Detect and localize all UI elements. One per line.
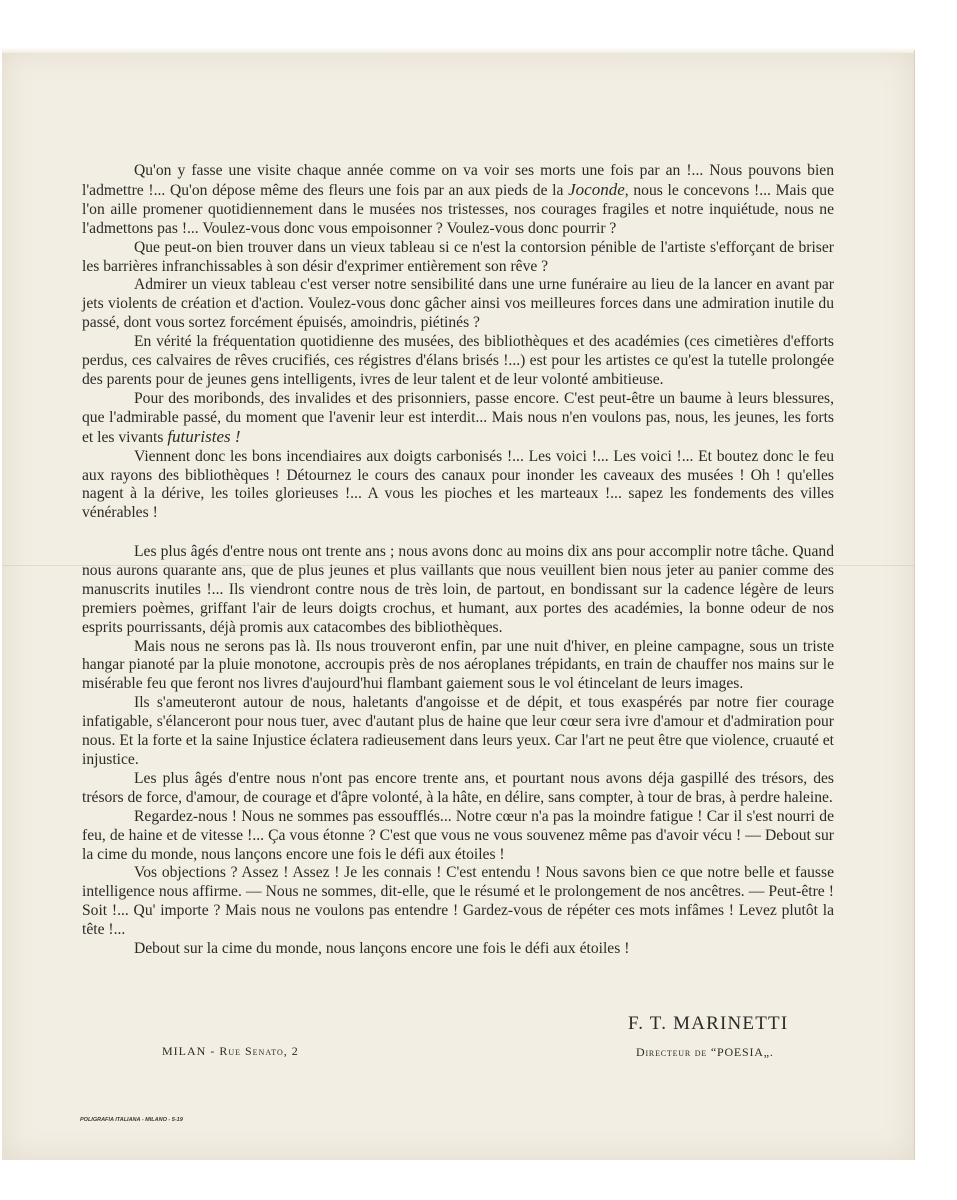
paragraph: Regardez-nous ! Nous ne sommes pas essoufflés... Notre cœur n'a pas la moindre fatigue ! Car il s'est nourri de feu, de haine et de vitesse !... Ça vous étonne ? C'est que vous ne vous souvenez même pas d'avoir vécu ! — Debout sur la cime du monde, nous lançons encore une fois le défi aux étoiles !	[82, 807, 834, 863]
text-section-upper	[82, 162, 834, 523]
paragraph: Que peut-on bien trouver dans un vieux tableau si ce n'est la contorsion pénible de l'artiste s'efforçant de briser les barrières infranchissables à son désir d'exprimer entièrement son rêve ?	[82, 238, 834, 275]
paragraph: Les plus âgés d'entre nous n'ont pas encore trente ans, et pourtant nous avons déja gaspillé des trésors, des trésors de force, d'amour, de courage et d'âpre volonté, à la hâte, en délire, sans compter, à tour de bras, à perdre haleine.	[82, 769, 834, 806]
manifesto-sheet	[2, 50, 915, 1160]
paragraph: Mais nous ne serons pas là. Ils nous trouveront enfin, par une nuit d'hiver, en pleine campagne, sous un triste hangar pianoté par la pluie monotone, accroupis près de nos aéroplanes trépidants, en train de chauffer nos mains sur le misérable feu que feront nos livres d'aujourd'hui flambant gaiement sous le vol étincelant de leurs images.	[82, 637, 834, 693]
paragraph: Viennent donc les bons incendiaires aux doigts carbonisés !... Les voici !... Les voici !... Et boutez donc le feu aux rayons des bibliothèques ! Détournez le cours des canaux pour inonder les caveaux des musées ! Oh ! qu'elles nagent à la dérive, les toiles glorieuses !... A vous les pioches et les marteaux !... sapez les fondements des villes vénérables !	[82, 447, 834, 522]
torn-top-edge	[2, 47, 914, 53]
paragraph: Qu'on y fasse une visite chaque année comme on va voir ses morts une fois par an !... Nous pouvons bien l'admettre !... Qu'on dépose même des fleurs une fois par an aux pieds de la Joconde, nous le concevons !... Mais que l'on aille promener quotidiennement dans le musées nos tristesses, nos courages fragiles et notre inquiétude, nous ne l'admettons pas !... Voulez-vous donc vous empoisonner ? Voulez-vous donc pourrir ?	[82, 162, 834, 237]
printer-imprint: POLIGRAFIA ITALIANA - MILANO - 5-19	[80, 1117, 183, 1123]
text-section-lower	[82, 543, 834, 959]
paragraph: En vérité la fréquentation quotidienne des musées, des bibliothèques et des académies (ces cimetières d'efforts perdus, ces calvaires de rêves crucifiés, ces régistres d'élans brisés !...) est pour les artistes ce qu'est la tutelle prolongée des parents pour de jeunes gens intelligents, ivres de leur talent et de leur volonté ambitieuse.	[82, 333, 834, 388]
author-title: Directeur de “POESIA„.	[636, 1045, 774, 1059]
author-signature: F. T. MARINETTI	[628, 1013, 789, 1034]
paragraph: Debout sur la cime du monde, nous lançons encore une fois le défi aux étoiles !	[134, 940, 630, 958]
publisher-address: MILAN - Rue Senato, 2	[162, 1044, 299, 1058]
paragraph: Pour des moribonds, des invalides et des prisonniers, passe encore. C'est peut-être un baume à leurs blessures, que l'admirable passé, du moment que l'avenir leur est interdit... Mais nous n'en voulons pas, nous, les jeunes, les forts et les vivants futuristes !	[82, 389, 834, 446]
paragraph: Ils s'ameuteront autour de nous, haletants d'angoisse et de dépit, et tous exaspérés par notre fier courage infatigable, s'élanceront pour nous tuer, avec d'autant plus de haine que leur cœur sera ivre d'amour et d'admiration pour nous. Et la forte et la saine Injustice éclatera radieusement dans leurs yeux. Car l'art ne peut être que violence, cruauté et injustice.	[82, 694, 834, 768]
paragraph: Les plus âgés d'entre nous ont trente ans ; nous avons donc au moins dix ans pour accomplir notre tâche. Quand nous aurons quarante ans, que de plus jeunes et plus vaillants que nous veuillent bien nous jeter au panier comme des manuscrits inutiles !... Ils viendront contre nous de très loin, de partout, en bondissant sur la cadence légère de leurs premiers poèmes, griffant l'air de leurs doigts crochus, et humant, aux portes des académies, la bonne odeur de nos esprits pourrissants, déjà promis aux catacombes des bibliothèques.	[82, 543, 834, 636]
paragraph: Admirer un vieux tableau c'est verser notre sensibilité dans une urne funéraire au lieu de la lancer en avant par jets violents de création et d'action. Voulez-vous donc gâcher ainsi vos meilleures forces dans une admiration inutile du passé, dont vous sortez forcément épuisés, amoindris, piétinés ?	[82, 276, 834, 332]
paragraph: Vos objections ? Assez ! Assez ! Je les connais ! C'est entendu ! Nous savons bien ce que notre belle et fausse intelligence nous affirme. — Nous ne sommes, dit-elle, que le résumé et le prolongement de nos ancêtres. — Peut-être ! Soit !... Qu' importe ? Mais nous ne voulons pas entendre ! Gardez-vous de répéter ces mots infâmes ! Levez plutôt la tête !...	[82, 864, 834, 939]
